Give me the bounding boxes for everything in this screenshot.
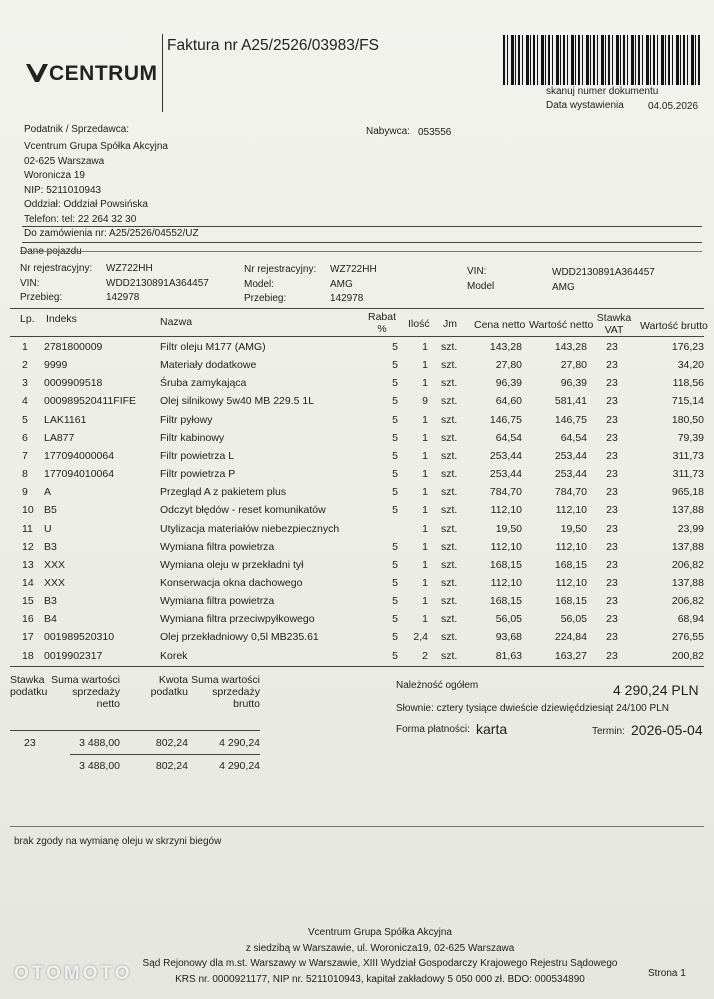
item-jm: szt. <box>441 631 458 644</box>
item-ilosc: 1 <box>422 431 428 444</box>
item-ilosc: 1 <box>422 413 428 426</box>
item-rabat: 5 <box>392 486 398 499</box>
item-nazwa: Filtr pyłowy <box>160 413 213 426</box>
item-vat: 23 <box>606 359 618 372</box>
item-cena: 112,10 <box>490 577 522 589</box>
seller-line: Oddział: Oddział Powsińska <box>24 199 148 211</box>
item-cena: 64,60 <box>495 395 522 408</box>
sum-row-stawka: 23 <box>24 737 36 749</box>
item-jm: szt. <box>441 341 458 353</box>
item-ilosc: 1 <box>422 595 428 608</box>
item-brutto: 137,88 <box>671 540 704 553</box>
item-ilosc: 1 <box>422 359 428 372</box>
item-vat: 23 <box>606 341 618 353</box>
col-jm: Jm <box>443 318 457 330</box>
item-wartosc: 168,15 <box>554 558 587 571</box>
item-ilosc: 1 <box>422 449 428 462</box>
item-indeks: XXX <box>44 577 66 589</box>
document-barcode <box>503 35 700 85</box>
item-indeks: 177094000064 <box>44 449 115 462</box>
header-divider <box>162 34 163 112</box>
item-ilosc: 1 <box>422 504 428 517</box>
item-wartosc: 224,84 <box>554 631 587 644</box>
issue-date: 04.05.2026 <box>648 101 699 112</box>
item-jm: szt. <box>441 577 458 589</box>
item-cena: 146,75 <box>489 413 522 426</box>
item-wartosc: 146,75 <box>554 413 587 426</box>
item-ilosc: 1 <box>422 558 428 571</box>
sum-h-brutto: Suma wartości sprzedaży brutto <box>191 674 260 710</box>
item-lp: 16 <box>22 613 34 626</box>
item-indeks: B5 <box>44 504 57 517</box>
item-ilosc: 1 <box>422 522 428 535</box>
item-jm: szt. <box>441 359 458 372</box>
col-indeks: Indeks <box>46 313 77 325</box>
item-vat: 23 <box>606 486 618 499</box>
item-cena: 168,15 <box>489 558 522 571</box>
item-jm: szt. <box>441 504 458 517</box>
item-vat: 23 <box>606 468 618 480</box>
item-cena: 27,80 <box>495 359 522 372</box>
item-nazwa: Korek <box>160 649 188 662</box>
col-cena: Cena netto <box>474 319 526 331</box>
item-nazwa: Olej silnikowy 5w40 MB 229.5 1L <box>160 395 315 408</box>
item-nazwa: Utylizacja materiałów niebezpiecznych <box>160 522 340 535</box>
due-amount: 4 290,24 PLN <box>613 682 699 698</box>
item-rabat: 5 <box>392 649 398 662</box>
item-brutto: 68,94 <box>677 613 704 626</box>
item-cena: 168,15 <box>489 595 522 608</box>
item-indeks: 9999 <box>44 359 68 372</box>
item-wartosc: 112,10 <box>555 577 587 589</box>
item-vat: 23 <box>606 522 618 535</box>
item-brutto: 206,82 <box>671 595 704 608</box>
sum-h-netto: Suma wartości sprzedaży netto <box>51 674 120 710</box>
item-nazwa: Wymiana filtra powietrza <box>160 540 275 553</box>
sum-h-kwota: Kwota podatku <box>150 674 188 698</box>
item-lp: 9 <box>22 486 28 499</box>
item-nazwa: Olej przekładniowy 0,5l MB235.61 <box>160 631 319 644</box>
col-wartosc: Wartość netto <box>529 319 594 331</box>
item-cena: 253,44 <box>489 449 522 462</box>
item-lp: 1 <box>22 341 28 353</box>
item-vat: 23 <box>606 431 618 444</box>
col-vat: Stawka VAT <box>596 312 632 336</box>
vehicle-left-values: WZ722HH WDD2130891A364457 142978 <box>106 263 209 303</box>
col-nazwa: Nazwa <box>160 316 193 328</box>
item-nazwa: Odczyt błędów - reset komunikatów <box>160 504 326 517</box>
item-brutto: 311,73 <box>672 468 704 480</box>
item-wartosc: 27,80 <box>560 359 587 372</box>
item-lp: 3 <box>22 377 28 390</box>
item-nazwa: Filtr oleju M177 (AMG) <box>160 341 266 353</box>
words-row: Słownie: cztery tysiące dwieście dziewięćdziesiąt 24/100 PLN <box>396 703 669 714</box>
item-jm: szt. <box>441 468 458 480</box>
item-lp: 13 <box>22 558 34 571</box>
item-brutto: 176,23 <box>671 341 704 353</box>
item-rabat: 5 <box>392 377 398 390</box>
item-rabat: 5 <box>392 395 398 408</box>
item-rabat: 5 <box>392 504 398 517</box>
item-brutto: 23,99 <box>677 522 704 535</box>
item-rabat: 5 <box>392 468 398 480</box>
item-rabat: 5 <box>392 595 398 608</box>
item-cena: 93,68 <box>495 631 522 644</box>
item-wartosc: 64,54 <box>560 431 587 444</box>
item-jm: szt. <box>441 540 458 553</box>
item-jm: szt. <box>441 613 458 626</box>
item-ilosc: 1 <box>422 577 428 589</box>
item-nazwa: Wymiana oleju w przekładni tył <box>160 558 304 571</box>
item-brutto: 276,55 <box>671 631 704 644</box>
item-indeks: 2781800009 <box>44 341 103 353</box>
item-lp: 6 <box>22 431 28 444</box>
item-rabat: 5 <box>392 341 398 353</box>
seller-line: Telefon: tel: 22 264 32 30 <box>24 213 137 225</box>
item-vat: 23 <box>606 558 618 571</box>
col-rabat: Rabat % <box>367 311 397 335</box>
item-indeks: 000989520411FIFE <box>44 395 137 408</box>
item-rabat: 5 <box>392 359 398 372</box>
item-jm: szt. <box>441 486 458 499</box>
item-indeks: U <box>44 522 52 535</box>
seller-line: Woronicza 19 <box>24 170 85 182</box>
item-rabat: 5 <box>392 449 398 462</box>
col-brutto: Wartość brutto <box>640 320 708 332</box>
item-brutto: 137,88 <box>671 504 704 517</box>
due-label: Należność ogółem <box>396 680 479 691</box>
term-date: 2026-05-04 <box>631 722 703 738</box>
item-jm: szt. <box>441 395 458 408</box>
seller-block <box>24 140 168 228</box>
vehicle-right-values: WDD2130891A364457 AMG <box>552 267 655 293</box>
item-rabat: 5 <box>392 613 398 626</box>
item-cena: 64,54 <box>495 431 522 444</box>
item-cena: 784,70 <box>489 486 522 499</box>
item-cena: 253,44 <box>489 468 522 480</box>
item-vat: 23 <box>606 504 618 517</box>
buyer-id: 053556 <box>418 127 452 138</box>
item-nazwa: Wymiana filtra przeciwpyłkowego <box>160 613 315 626</box>
item-vat: 23 <box>606 595 618 608</box>
item-brutto: 311,73 <box>672 449 704 462</box>
item-vat: 23 <box>606 395 618 408</box>
item-brutto: 200,82 <box>671 649 704 662</box>
item-brutto: 715,14 <box>671 395 704 408</box>
item-jm: szt. <box>441 595 458 608</box>
item-cena: 143,28 <box>489 341 522 353</box>
item-indeks: 177094010064 <box>44 468 115 480</box>
buyer-label: Nabywca: <box>366 126 410 137</box>
item-ilosc: 1 <box>422 468 428 480</box>
sum-row-kwota: 802,24 <box>155 737 188 749</box>
item-indeks: A <box>44 486 52 499</box>
item-lp: 11 <box>22 522 33 535</box>
item-brutto: 180,50 <box>671 413 704 426</box>
item-jm: szt. <box>441 649 458 662</box>
item-rabat: 5 <box>392 577 398 589</box>
term-label: Termin: <box>592 726 625 737</box>
item-nazwa: Filtr powietrza P <box>160 468 236 480</box>
item-ilosc: 2 <box>422 649 428 662</box>
item-ilosc: 1 <box>422 377 428 390</box>
item-nazwa: Śruba zamykająca <box>160 377 247 390</box>
item-wartosc: 581,41 <box>554 395 587 408</box>
seller-label: Podatnik / Sprzedawca: <box>24 124 130 135</box>
seller-line: 02-625 Warszawa <box>24 155 105 167</box>
item-vat: 23 <box>606 649 618 662</box>
item-indeks: LA877 <box>44 431 75 444</box>
item-rabat: 5 <box>392 431 398 444</box>
item-ilosc: 1 <box>422 613 428 626</box>
item-nazwa: Filtr kabinowy <box>160 431 225 444</box>
order-number: Do zamówienia nr: A25/2526/04552/UZ <box>24 228 199 239</box>
item-wartosc: 112,10 <box>555 504 587 517</box>
item-indeks: B4 <box>44 613 57 626</box>
item-vat: 23 <box>606 377 618 390</box>
sum-total-brutto: 4 290,24 <box>219 760 260 772</box>
item-ilosc: 2,4 <box>413 631 428 644</box>
item-nazwa: Przegląd A z pakietem plus <box>160 486 287 499</box>
logo-v-icon <box>26 64 48 82</box>
item-jm: szt. <box>441 377 458 390</box>
item-cena: 19,50 <box>495 522 522 535</box>
col-ilosc: Ilość <box>408 318 430 330</box>
item-cena: 112,10 <box>490 540 522 553</box>
item-ilosc: 1 <box>422 540 428 553</box>
item-lp: 5 <box>22 413 28 426</box>
seller-line: NIP: 5211010943 <box>24 184 102 196</box>
item-wartosc: 253,44 <box>554 449 587 462</box>
item-ilosc: 9 <box>422 395 428 408</box>
item-lp: 7 <box>22 449 28 462</box>
item-vat: 23 <box>606 540 618 553</box>
item-nazwa: Filtr powietrza L <box>160 449 235 462</box>
item-nazwa: Konserwacja okna dachowego <box>160 577 303 589</box>
payment-label: Forma płatności: <box>396 724 470 735</box>
item-jm: szt. <box>441 522 458 535</box>
issue-date-label: Data wystawienia <box>546 100 624 111</box>
vehicle-mid-labels: Nr rejestracyjny: Model: Przebieg: <box>244 264 317 304</box>
item-cena: 112,10 <box>490 504 522 517</box>
item-indeks: B3 <box>44 540 57 553</box>
item-lp: 18 <box>22 649 34 662</box>
sum-row-brutto: 4 290,24 <box>219 737 260 749</box>
item-cena: 81,63 <box>495 649 522 662</box>
item-cena: 96,39 <box>495 377 522 390</box>
sum-total-netto: 3 488,00 <box>79 760 120 772</box>
item-indeks: 001989520310 <box>44 631 115 644</box>
payment-method: karta <box>476 721 508 737</box>
item-lp: 2 <box>22 359 28 372</box>
item-brutto: 137,88 <box>671 577 704 589</box>
item-vat: 23 <box>606 413 618 426</box>
item-ilosc: 1 <box>422 341 428 353</box>
item-indeks: B3 <box>44 595 57 608</box>
footer-legal: Vcentrum Grupa Spółka Akcyjna z siedzibą w Warszawie, ul. Woronicza19, 02-625 Warszawa Sąd Rejonowy dla m.st. Warszawy w Warszawie, XIII Wydział Gospodarczy Krajowego Rejestru Sądowego KRS nr. 0000921177, NIP nr. 5211010943, kapitał zakładowy 5 050 000 zł. BDO: 000534890 <box>142 927 618 985</box>
item-wartosc: 168,15 <box>554 595 587 608</box>
item-brutto: 206,82 <box>671 558 704 571</box>
item-brutto: 965,18 <box>671 486 704 499</box>
watermark: OTOMOTO <box>14 963 133 984</box>
item-nazwa: Materiały dodatkowe <box>160 359 257 372</box>
item-indeks: 0009909518 <box>44 377 103 390</box>
item-vat: 23 <box>606 613 618 626</box>
item-wartosc: 143,28 <box>554 341 587 353</box>
page-number: Strona 1 <box>648 968 686 979</box>
item-indeks: LAK1161 <box>44 413 87 426</box>
item-lp: 12 <box>22 540 34 553</box>
item-brutto: 79,39 <box>677 431 704 444</box>
item-jm: szt. <box>441 431 458 444</box>
item-wartosc: 56,05 <box>560 613 587 626</box>
item-rabat: 5 <box>392 540 398 553</box>
item-brutto: 118,56 <box>672 377 704 390</box>
item-nazwa: Wymiana filtra powietrza <box>160 595 275 608</box>
item-vat: 23 <box>606 449 618 462</box>
vehicle-left-labels: Nr rejestracyjny: VIN: Przebieg: <box>20 263 93 303</box>
item-wartosc: 163,27 <box>554 649 587 662</box>
item-indeks: 0019902317 <box>44 649 103 662</box>
sum-row-netto: 3 488,00 <box>79 737 120 749</box>
vehicle-mid-values: WZ722HH AMG 142978 <box>330 264 377 304</box>
item-indeks: XXX <box>44 558 66 571</box>
item-rabat: 5 <box>392 631 398 644</box>
sum-h-stawka: Stawka podatku <box>10 674 48 698</box>
item-rabat: 5 <box>392 558 398 571</box>
vehicle-right-labels: VIN: Model <box>467 266 495 292</box>
item-lp: 14 <box>22 577 34 589</box>
item-lp: 15 <box>22 595 34 608</box>
note: brak zgody na wymianę oleju w skrzyni biegów <box>14 836 222 847</box>
item-ilosc: 1 <box>422 486 428 499</box>
invoice-title: Faktura nr A25/2526/03983/FS <box>167 37 379 54</box>
sum-total-kwota: 802,24 <box>155 760 188 772</box>
item-jm: szt. <box>441 449 458 462</box>
item-brutto: 34,20 <box>677 359 704 372</box>
item-vat: 23 <box>606 577 618 589</box>
item-vat: 23 <box>606 631 618 644</box>
item-wartosc: 96,39 <box>560 377 587 390</box>
item-jm: szt. <box>441 413 458 426</box>
col-lp: Lp. <box>20 313 35 325</box>
item-lp: 4 <box>22 395 28 408</box>
company-logo: CENTRUM <box>26 62 158 86</box>
item-lp: 8 <box>22 468 28 480</box>
item-wartosc: 112,10 <box>555 540 587 553</box>
seller-line: Vcentrum Grupa Spółka Akcyjna <box>24 141 168 152</box>
item-wartosc: 253,44 <box>554 468 587 480</box>
item-lp: 17 <box>22 631 34 644</box>
item-rabat: 5 <box>392 413 398 426</box>
item-cena: 56,05 <box>495 613 522 626</box>
item-wartosc: 784,70 <box>554 486 587 499</box>
barcode-caption: skanuj numer dokumentu <box>546 86 659 97</box>
item-lp: 10 <box>22 504 34 517</box>
item-wartosc: 19,50 <box>560 522 587 535</box>
item-jm: szt. <box>441 558 458 571</box>
